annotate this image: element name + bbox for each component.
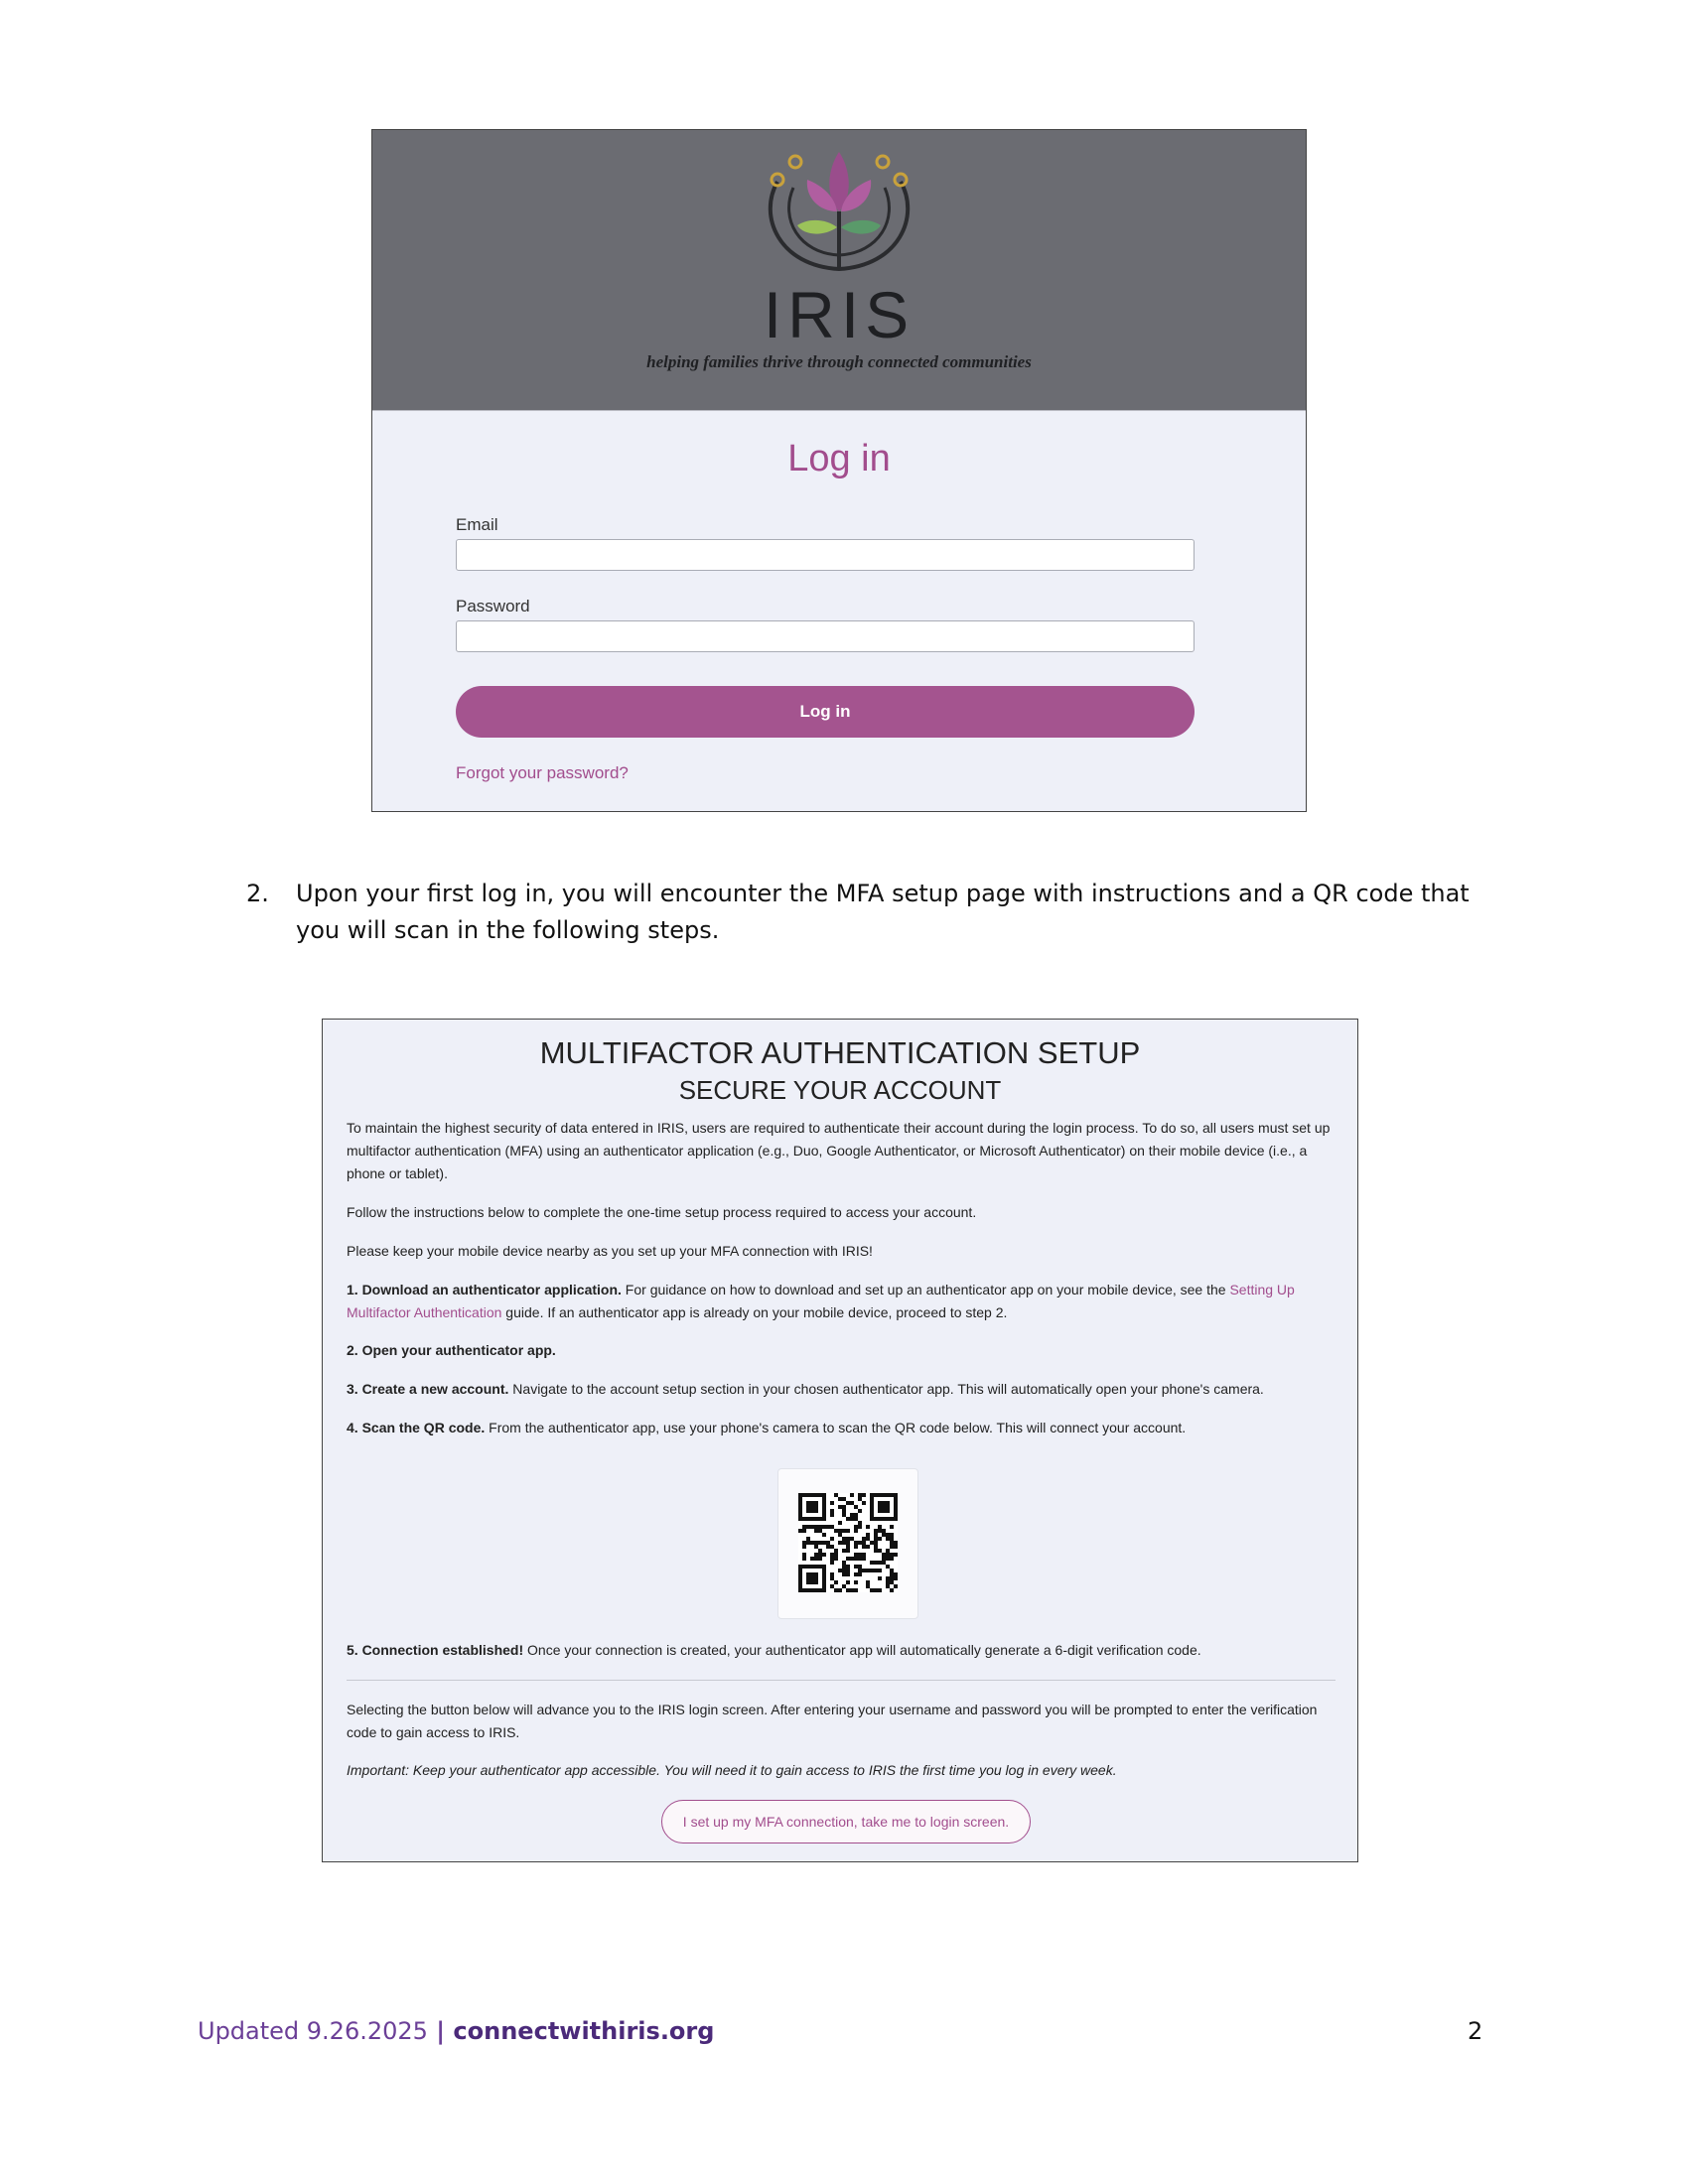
mfa-important-note: Important: Keep your authenticator app accessible. You will need it to gain access to IRIS the first time you log in every week. [347, 1762, 1117, 1778]
setting-up-mfa-guide-link[interactable]: Setting Up Multifactor Authentication [347, 1282, 1295, 1320]
mfa-subtitle: SECURE YOUR ACCOUNT [678, 1075, 1002, 1105]
step-2-text: Upon your first log in, you will encounter the MFA setup page with instructions and a QR code that you will scan in the following steps. [296, 880, 1470, 944]
login-title: Log in [787, 438, 891, 479]
mfa-step-4-heading: 4. Scan the QR code. [347, 1420, 486, 1435]
forgot-password-link[interactable]: Forgot your password? [456, 763, 629, 782]
mfa-step-2 [347, 1339, 1336, 1362]
mfa-setup-screenshot [322, 1019, 1358, 1862]
mfa-step-3-heading: 3. Create a new account. [347, 1381, 509, 1397]
page-number: 2 [1468, 2017, 1483, 2045]
mfa-intro: To maintain the highest security of data entered in IRIS, users are required to authenticate their account during the login process. To do so, all users must set up multifactor authentication (MFA) using an authenticator application (e.g., Duo, Google Authenticator, or Microsoft Authenticator) on their mobile device (i.e., a phone or tablet). [347, 1120, 1331, 1181]
iris-wordmark: IRIS [763, 278, 915, 351]
mfa-title: MULTIFACTOR AUTHENTICATION SETUP [539, 1035, 1141, 1070]
footer-separator: | [427, 2017, 454, 2045]
password-field[interactable] [456, 620, 1195, 652]
footer-site-link[interactable]: connectwithiris.org [453, 2017, 715, 2045]
mfa-divider [347, 1680, 1336, 1681]
step-2-number: 2. [246, 880, 269, 907]
login-screenshot [371, 129, 1307, 812]
mfa-step-5-heading: 5. Connection established! [347, 1642, 524, 1658]
footer-updated: Updated 9.26.2025 [198, 2017, 428, 2045]
mfa-selecting-text: Selecting the button below will advance you to the IRIS login screen. After entering your username and password you will be prompted to enter the verification code to gain access to IRIS. [347, 1702, 1318, 1740]
qr-card [777, 1468, 918, 1619]
mfa-done-button[interactable]: I set up my MFA connection, take me to login screen. [661, 1800, 1031, 1843]
login-header [372, 130, 1306, 411]
mfa-step-1 [347, 1279, 1336, 1324]
mfa-step-1-text: For guidance on how to download and set up an authenticator app on your mobile device, see the [621, 1282, 1230, 1297]
mfa-step-4-text: From the authenticator app, use your phone's camera to scan the QR code below. This will connect your account. [485, 1420, 1187, 1435]
email-field[interactable] [456, 539, 1195, 571]
footer [198, 2017, 714, 2045]
mfa-follow-text: Follow the instructions below to complete the one-time setup process required to access your account. [347, 1204, 977, 1220]
mfa-step-1-end: guide. If an authenticator app is already on your mobile device, proceed to step 2. [501, 1304, 1008, 1320]
mfa-keep-nearby-text: Please keep your mobile device nearby as you set up your MFA connection with IRIS! [347, 1243, 873, 1259]
email-label: Email [456, 515, 498, 534]
mfa-step-2-heading: 2. Open your authenticator app. [347, 1342, 556, 1358]
iris-tagline: helping families thrive through connected communities [646, 352, 1032, 371]
password-label: Password [456, 597, 530, 615]
login-button[interactable]: Log in [456, 686, 1195, 738]
mfa-step-5-text: Once your connection is created, your authenticator app will automatically generate a 6-digit verification code. [523, 1642, 1201, 1658]
iris-flower-logo [740, 142, 938, 291]
mfa-step-4 [347, 1417, 1336, 1439]
qr-code-icon [798, 1493, 898, 1592]
mfa-step-3 [347, 1378, 1336, 1401]
mfa-step-5 [347, 1639, 1336, 1662]
mfa-step-3-text: Navigate to the account setup section in your chosen authenticator app. This will automatically open your phone's camera. [508, 1381, 1264, 1397]
mfa-step-1-heading: 1. Download an authenticator application. [347, 1282, 622, 1297]
